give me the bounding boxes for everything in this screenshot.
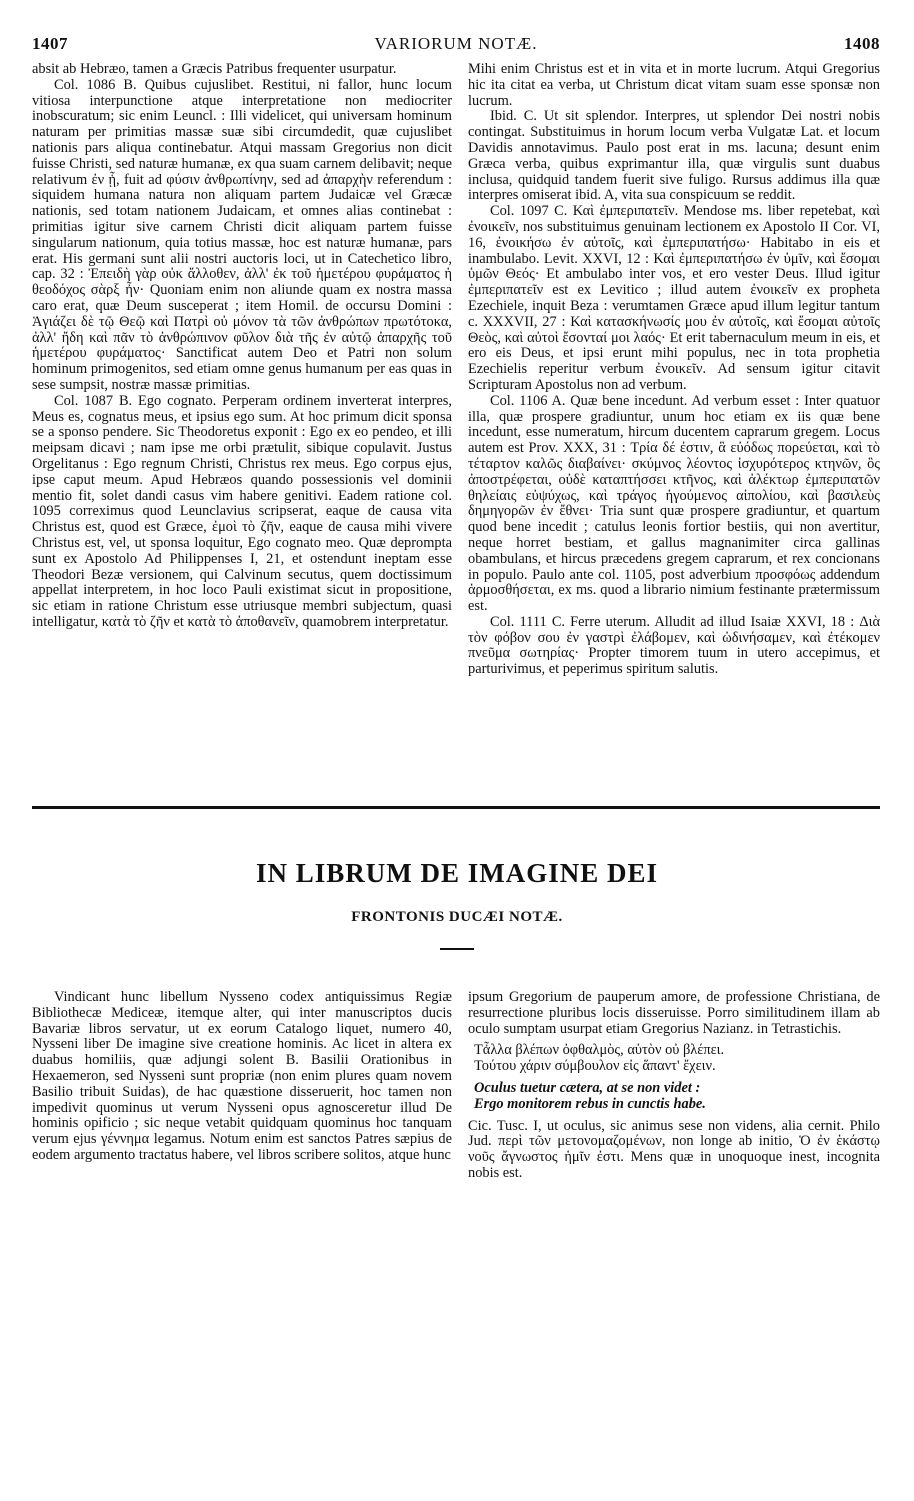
preface-column-left bbox=[32, 990, 452, 1460]
note-paragraph: Col. 1097 C. Καὶ ἐμπεριπατεῖν. Mendose ms. liber repetebat, καὶ ἐνοικεῖν, nos substituimus genuinam lectionem ex Apostolo II Cor. VI, 16, ἐνοικήσω ἐν αὐτοῖς, καὶ ἐμπεριπατήσω· Habitabo in eis et inambulabo. Levit. XXVI, 12 : Καὶ ἐμπεριπατήσω ἐν ὑμῖν, καὶ ἔσομαι ὑμῶν Θεός· Et ambulabo inter vos, et ero vester Deus. Illud igitur ἐμπεριπατεῖν est ex Levitico ; illud autem ἐνοικεῖν ex propheta Ezechiele, inquit Beza : verumtamen Græce apud illum legitur tantum c. XXXVII, 27 : Καὶ κατασκήνωσίς μου ἐν αὐτοῖς, καὶ ἔσομαι αὐτοῖς Θεὸς, καὶ αὐτοὶ ἔσονταί μοι λαός· Et erit tabernaculum meum in eis, et ero eis Deus, et ipsi erunt mihi populus, nec in tota prophetia Ezechielis reperitur verbum ἐνοικεῖν. Ad sensum igitur citavit Scripturam Apostolus non ad verbum. bbox=[468, 203, 880, 393]
preface-paragraph: ipsum Gregorium de pauperum amore, de professione Christiana, de resurrectione pluribus locis disseruisse. Porro similitudinem illam ab oculo sumptam usurpat etiam Gregorius Nazianz. in Tetrastichis. bbox=[468, 990, 880, 1037]
note-paragraph: Col. 1087 B. Ego cognato. Perperam ordinem inverterat interpres, Meus es, cognatus meus, et ipsius ego sum. At hoc primum dicit sponsa se a sponso pendere. Sic Theodoretus exponit : Ego ex eo pendeo, et illi meipsam dicavi ; nam ipse me orbi prætulit, sibique copulavit. Justus Orgelitanus : Ego regnum Christi, Christus rex meus. Ego corpus ejus, ipse caput meum. Apud Hebræos quando possessionis vel dominii mentio fit, solet dandi casus vim habere genitivi. Eadem ratione col. 1095 correximus quod Leunclavius scripserat, eaque de causa vita Christus est, quod est Græce, ἐμοὶ τὸ ζῆν, eaque de causa mihi vivere Christus est, vel, ut sponsa loquitur, Ego cognato meo. Quæ deprompta sunt ex Apostolo Ad Philippenses I, 21, et ostendunt ineptam esse Theodori Bezæ versionem, qui Calvinum secutus, quem doctissimum appellat interpretem, in hoc loco Pauli existimat sicut in propositione, sic etiam in ratione Christum esse utriusque membri subjectum, quasi intelligatur, κατὰ τὸ ζῆν et κατὰ τὸ ἀποθανεῖν, quamobrem interpretatur. bbox=[32, 392, 452, 630]
short-divider bbox=[440, 948, 474, 950]
notes-column-right bbox=[468, 62, 880, 712]
notes-column-left bbox=[32, 62, 452, 772]
note-paragraph: Col. 1106 A. Quæ bene incedunt. Ad verbum esset : Inter quatuor illa, quæ prospere gradiuntur, unum hoc etiam ex iis quæ bene incedunt, esse numeratum, hircum ducentem caprarum gregem. Locus autem est Prov. XXX, 31 : Τρία δέ ἐστιν, ἃ εὐόδως πορεύεται, καὶ τὸ τέταρτον καλῶς διαβαίνει· σκύμνος λέοντος ἰσχυρότερος κτηνῶν, ὃς ἀποστρέφεται, οὐδὲ καταπτήσσει κτῆνος, καὶ ἀλέκτωρ ἐμπεριπατῶν θηλείαις εὐψύχως, καὶ τράγος ἡγούμενος αἰπολίου, καὶ βασιλεὺς δημηγορῶν ἐν ἔθνει· Tria sunt quæ prospere gradiuntur, et quartum quod bene incedit ; catulus leonis fortior bestiis, qui non avertitur, neque horret bestiam, et gallus magnanimiter circa gallinas obambulans, et hircus præcedens gregem caprarum, et rex concionans in populo. Paulo ante col. 1105, post adverbium προσφόως addendum ἁρμοσθήσεται, ex ms. quod a librario nimium festinante prætermissum est. bbox=[468, 392, 880, 615]
page-number-right: 1408 bbox=[844, 34, 880, 53]
section-title: IN LIBRUM DE IMAGINE DEI bbox=[255, 858, 659, 888]
section-divider-rule bbox=[32, 806, 880, 809]
page-header bbox=[32, 34, 880, 58]
verse-line: Ergo monitorem rebus in cunctis habe. bbox=[474, 1095, 706, 1112]
preface-paragraph: Vindicant hunc libellum Nysseno codex antiquissimus Regiæ Bibliothecæ Mediceæ, itemque alter, qui inter manuscriptos ducis Bavariæ libros servatur, ut ex eorum Catalogo liquet, numero 40, Nysseni liber De imagine sive creatione hominis. Ac licet in altera ex duabus homiliis, quæ adjungi solent B. Basilii Orationibus in Hexaemeron, sed Nysseni sunt propriæ (non enim plures quam novem Basilio tribuit Suidas), de hac quæstione disseruerit, hoc tamen non impedivit quominus ut verum Nysseni opus agnosceretur illud De hominis opificio ; sic neque vetabit quidquam quominus hoc tanquam verum ejus γέννημα legamus. Notum enim est sanctos Patres sæpius de eodem argumento tractatus habere, vel libros scribere solitos, atque hunc bbox=[32, 990, 452, 1163]
greek-verse bbox=[474, 1043, 880, 1075]
note-paragraph: Col. 1086 B. Quibus cujuslibet. Restitui, ni fallor, hunc locum vitiosa interpunctione atque interpretatione non mediocriter inobscuratum; sic enim Leuncl. : Illi videlicet, qui universam hominum naturam per primitias massæ suæ sibi circumdedit, quæ cujuslibet nationis pars aliqua continebatur. Atqui massam Gregorius non dicit fuisse Christi, sed naturæ humanæ, ex qua suam carnem delibavit; neque relativum ἐν ᾗ, fuit ad φύσιν ἀνθρωπίνην, sed ad ἀπαρχὴν referendum : siquidem humana natura non aliquam partem Judaicæ vel Græcæ nationis, sed totam nationem Judaicam, et omnes alias continebat : primitias igitur sive carnem Christi dicit aliquam partem fuisse singularum nationum, quia totius massæ, hoc est naturæ humanæ, pars erat. His germani sunt alii nostri auctoris loci, ut in Catechetico libro, cap. 32 : Ἐπειδὴ γὰρ οὐκ ἄλλοθεν, ἀλλ' ἐκ τοῦ ἡμετέρου φυράματος ἡ θεοδόχος σὰρξ ἦν· Quoniam enim non aliunde quam ex nostra massa caro erat, quæ Deum susceperat ; item Homil. de occursu Domini : Ἁγιάζει δὲ τῷ Θεῷ καὶ Πατρὶ οὐ μόνον τὰ τῶν ἀνθρώπων πρωτότοκα, ἀλλ' ἤδη καὶ πᾶν τὸ ἀνθρώπινον φῦλον διὰ τῆς ἐν αὐτῷ ἀπαρχῆς τοῦ ἡμετέρου φυράματος· Sanctificat autem Deo et Patri non solum hominum primogenitos, sed etiam omne genus humanum per eas quas in sese sumpsit, nostræ massæ primitias. bbox=[32, 76, 452, 393]
preface-column-right bbox=[468, 990, 880, 1460]
note-paragraph: Col. 1111 C. Ferre uterum. Alludit ad illud Isaiæ XXVI, 18 : Διὰ τὸν φόβον σου ἐν γαστρὶ ἐλάβομεν, καὶ ὠδινήσαμεν, καὶ ἐτέκομεν πνεῦμα σωτηρίας· Propter timorem tuum in utero accepimus, et parturivimus, et peperimus spiritum salutis. bbox=[468, 613, 880, 678]
page-number-left: 1407 bbox=[32, 34, 68, 53]
note-paragraph: Ibid. C. Ut sit splendor. Interpres, ut splendor Dei nostri nobis contingat. Substituimus in horum locum verba Vulgatæ Lat. et locum Davidis annotavimus. Paulo post erat in ms. lacuna; desunt enim Græca verba, quibus exprimantur illa, quæ virgulis sunt duabus inclusa, quidquid tandem fuerit sive fuligo. Rursus addimus illa quæ interpres omiserat ibid. A, vita sua conspicuum se reddit. bbox=[468, 108, 880, 204]
note-paragraph: Mihi enim Christus est et in vita et in morte lucrum. Atqui Gregorius hic ita citat ea verba, ut Christum dicat vitam suam esse sponsæ non lucrum. bbox=[468, 62, 880, 109]
section-subtitle: FRONTONIS DUCÆI NOTÆ. bbox=[351, 909, 563, 925]
verse-line: Τἆλλα βλέπων ὀφθαλμὸς, αὑτὸν οὐ βλέπει. bbox=[474, 1042, 725, 1059]
verse-line: Τούτου χάριν σύμβουλον εἰς ἅπαντ' ἔχειν. bbox=[474, 1058, 716, 1075]
preface-paragraph: Cic. Tusc. I, ut oculus, sic animus sese non videns, alia cernit. Philo Jud. περὶ τῶν μετονομαζομένων, non longe ab initio, Ὁ ἐν ἑκάστῳ νοῦς ἄγνωστος ἡμῖν ἐστι. Mens quæ in unoquoque inest, incognita nobis est. bbox=[468, 1117, 880, 1181]
verse-line: Oculus tuetur cætera, at se non videt : bbox=[474, 1079, 701, 1096]
running-title: VARIORUM NOTÆ. bbox=[374, 34, 538, 53]
latin-verse bbox=[474, 1081, 880, 1113]
note-paragraph: absit ab Hebræo, tamen a Græcis Patribus frequenter usurpatur. bbox=[32, 62, 397, 77]
